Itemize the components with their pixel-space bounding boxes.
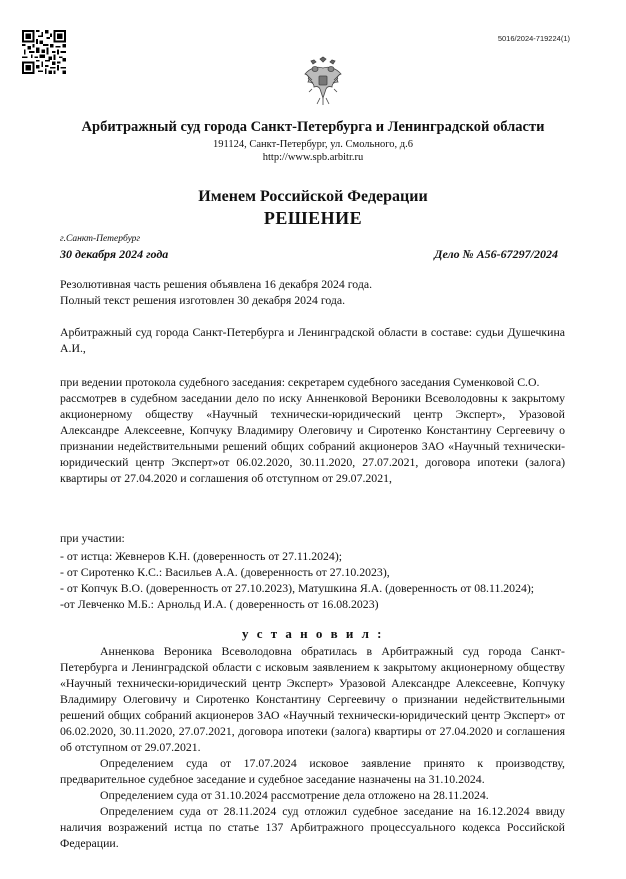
case-number: Дело № А56-67297/2024 (434, 247, 558, 261)
city: г.Санкт-Петербург (60, 234, 141, 244)
protocol-text: при ведении протокола судебного заседания: секретарем судебного заседания Суменковой С.О. (60, 375, 540, 389)
announce-line: Полный текст решения изготовлен 30 декабря 2024 года. (60, 293, 346, 307)
decision-date: 30 декабря 2024 года (60, 247, 169, 261)
court-website-link[interactable]: http://www.spb.arbitr.ru (262, 152, 364, 163)
decision-title: РЕШЕНИЕ (263, 208, 363, 228)
case-review-text: рассмотрев в судебном заседании дело по иску Анненковой Вероники Всеволодовны к закрытому акционерному обществу «Научный технически-юридический центр Эксперт», Уразовой Александре Алексеевне, Копчуку Владимиру Олеговичу и Сиротенко Константину Сергеевичу о признании недействительными решений общих собраний акционеров ЗАО «Научный технически-юридический центр Эксперт»от 06.02.2020, 30.11.2020, 27.07.2021, договора ипотеки (залога) квартиры от 27.04.2020 и соглашения об отступном от 29.07.2021, (60, 391, 565, 485)
body-paragraph: Определением суда от 31.10.2024 рассмотрение дела отложено на 28.11.2024. (100, 788, 489, 802)
participants-heading: при участии: (60, 531, 125, 545)
participant-line: - от Сиротенко К.С.: Васильев А.А. (доверенность от 27.10.2023), (60, 565, 390, 579)
court-composition (60, 324, 565, 356)
qr-code-icon (22, 30, 66, 74)
established-heading: у с т а н о в и л : (241, 626, 385, 641)
in-the-name-heading: Именем Российской Федерации (198, 188, 428, 205)
announcement-block (60, 276, 565, 308)
document-number: 5016/2024-719224(1) (497, 34, 570, 43)
body-paragraph: Анненкова Вероника Всеволодовна обратилась в Арбитражный суд города Санкт- Петербурга и Ленинградской области с исковым заявлением к закрытому акционерному обществу «Научный технически-юридический центр Эксперт» Уразовой Александре Алексеевне, Копчуку Владимиру Олеговичу и Сиротенко Константину Сергеевичу о признании недействительными решений общих собраний акционеров ЗАО «Научный технически-юридический центр Эксперт» от 06.02.2020, 30.11.2020, 27.07.2021, договора ипотеки (залога) квартиры от 27.04.2020 и соглашения об отступном от 29.07.2021. (60, 644, 565, 754)
composition-text: Арбитражный суд города Санкт-Петербурга и Ленинградской области в составе: судьи Душечкина А.И., (60, 325, 565, 355)
body-text (60, 643, 565, 851)
participant-line: -от Левченко М.Б.: Арнольд И.А. ( доверенность от 16.08.2023) (60, 597, 379, 611)
coat-of-arms-emblem (302, 56, 344, 108)
case-review-block (60, 374, 565, 486)
participant-line: - от Копчук В.О. (доверенность от 27.10.2023), Матушкина Я.А. (доверенность от 08.11.2024); (60, 581, 535, 595)
participants-block (60, 530, 565, 612)
announce-line: Резолютивная часть решения объявлена 16 декабря 2024 года. (60, 277, 373, 291)
body-paragraph: Определением суда от 28.11.2024 суд отложил судебное заседание на 16.12.2024 ввиду наличия возражений истца по статье 137 Арбитражного процессуального кодекса Российской Федерации. (60, 804, 565, 850)
court-name: Арбитражный суд города Санкт-Петербурга и Ленинградской области (81, 119, 545, 135)
body-paragraph: Определением суда от 17.07.2024 исковое заявление принято к производству, предварительное судебное заседание и судебное заседание назначены на 31.10.2024. (60, 756, 565, 786)
participant-line: - от истца: Жевнеров К.Н. (доверенность от 27.11.2024); (60, 549, 343, 563)
court-address: 191124, Санкт-Петербург, ул. Смольного, д.6 (213, 139, 413, 150)
